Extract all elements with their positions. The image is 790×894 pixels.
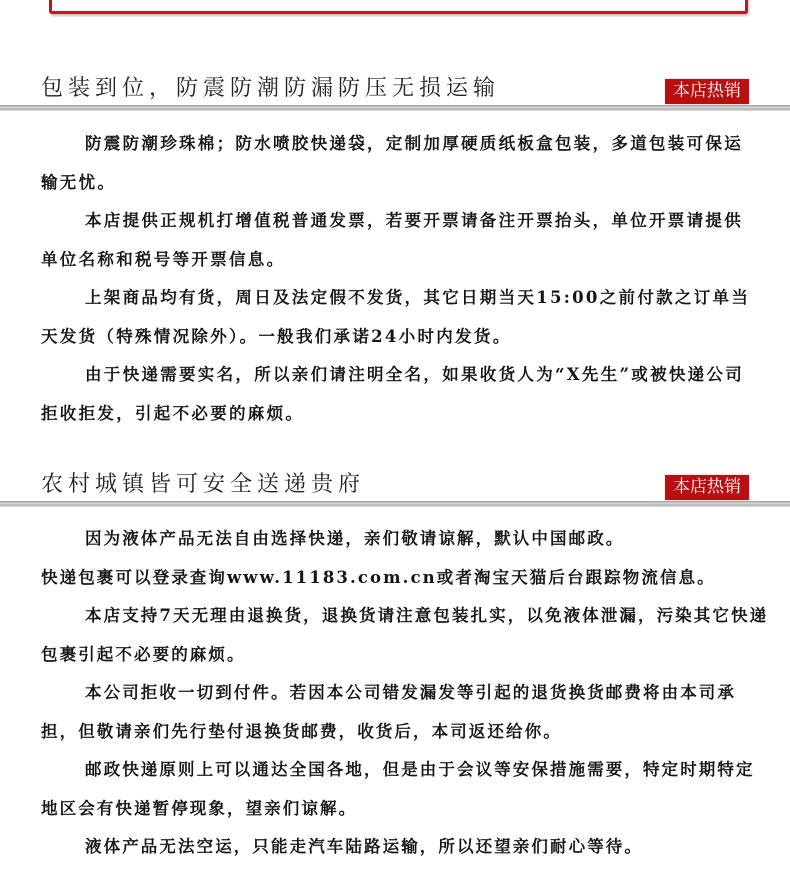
section-header-delivery	[0, 461, 790, 501]
section-body-packaging	[41, 125, 761, 433]
paragraph: 快递包裹可以登录查询www.11183.com.cn或者淘宝天猫后台跟踪物流信息。	[41, 567, 716, 587]
section-title: 农村城镇皆可安全送递贵府	[41, 472, 366, 497]
paragraph: 因为液体产品无法自由选择快递，亲们敬请谅解，默认中国邮政。	[85, 529, 625, 548]
paragraph: 本店支持7天无理由退换货，退换货请注意包装扎实，以免液体泄漏，污染其它快递包裹引起不必要的麻烦。	[41, 606, 769, 664]
top-frame-box	[49, 0, 748, 14]
paragraph: 防震防潮珍珠棉；防水喷胶快递袋，定制加厚硬质纸板盒包装，多道包装可保运输无忧。	[41, 134, 743, 192]
section-divider	[0, 501, 790, 507]
paragraph: 本公司拒收一切到付件。若因本公司错发漏发等引起的退货换货邮费将由本司承担，但敬请亲们先行垫付退换货邮费，收货后，本司返还给你。	[41, 683, 736, 741]
section-header-packaging	[0, 65, 790, 105]
section-title: 包装到位，防震防潮防漏防压无损运输	[41, 76, 501, 101]
section-body-delivery	[41, 520, 771, 867]
hot-sale-badge[interactable]: 本店热销	[665, 79, 749, 104]
hot-sale-badge[interactable]: 本店热销	[665, 475, 749, 500]
paragraph: 液体产品无法空运，只能走汽车陆路运输，所以还望亲们耐心等待。	[85, 837, 643, 856]
paragraph: 本店提供正规机打增值税普通发票，若要开票请备注开票抬头，单位开票请提供单位名称和税号等开票信息。	[41, 211, 743, 269]
paragraph: 由于快递需要实名，所以亲们请注明全名，如果收货人为“X先生”或被快递公司拒收拒发，引起不必要的麻烦。	[41, 365, 745, 423]
section-divider	[0, 105, 790, 111]
paragraph: 邮政快递原则上可以通达全国各地，但是由于会议等安保措施需要，特定时期特定地区会有快递暂停现象，望亲们谅解。	[41, 760, 755, 818]
paragraph: 上架商品均有货，周日及法定假不发货，其它日期当天15:00之前付款之订单当天发货（特殊情况除外）。一般我们承诺24小时内发货。	[41, 288, 751, 346]
